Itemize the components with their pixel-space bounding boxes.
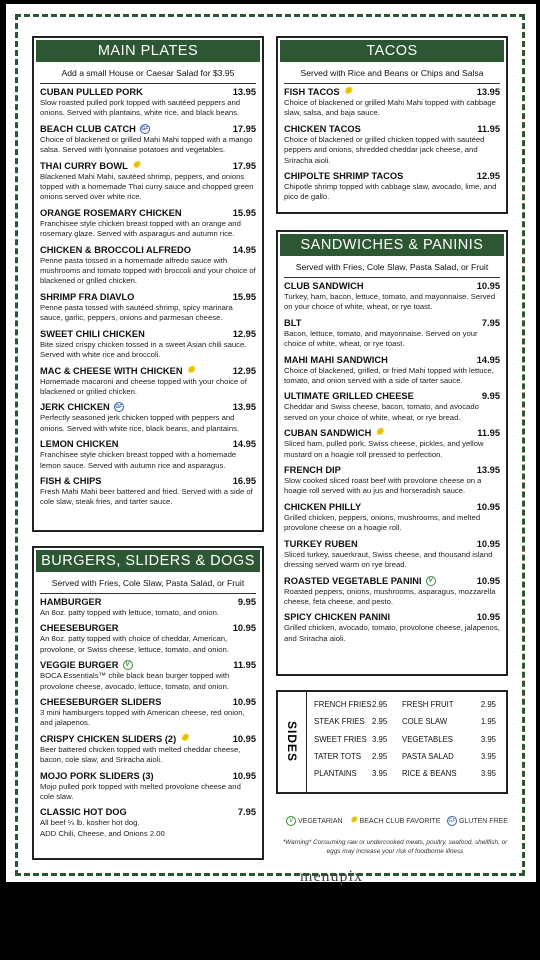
menu-item-name-text: MAC & CHEESE WITH CHICKEN [40,365,183,376]
sandwiches-section [276,230,508,676]
burgers-section [32,546,264,860]
menu-item-price: 14.95 [476,354,500,365]
menu-item-name [40,329,145,339]
menu-item-header [40,734,256,744]
menu-item-name-text: CHIPOLTE SHRIMP TACOS [284,171,404,182]
menu-item-description: Slow roasted pulled pork topped with sautéed peppers and onions. Served with plantains, white rice, and black beans. [40,98,241,118]
menu-item [40,439,256,471]
side-name: SWEET FRIES [314,734,367,744]
menu-item-header [284,612,500,622]
menu-item-name [40,87,143,97]
menu-item-price: 9.95 [481,391,500,402]
menu-item-header [284,391,500,401]
menu-item-name-text: CLASSIC HOT DOG [40,807,127,818]
section-subtitle: Served with Fries, Cole Slaw, Pasta Salad, or Fruit [284,258,500,278]
menu-item-name [284,612,390,622]
menu-item-name [284,428,384,438]
sides-title: SIDES [285,721,299,763]
menu-item-name-text: FISH & CHIPS [40,475,102,486]
menu-item-description: Beer battered chicken topped with melted cheddar cheese, bacon, cole slaw, and Sriracha aioli. [40,744,241,765]
menu-item-price: 12.95 [232,365,256,376]
menu-item-description: Sliced turkey, sauerkraut, Swiss cheese, and thousand island dressing served warm on rye bread. [284,549,493,570]
menu-item-name-text: TURKEY RUBEN [284,538,358,549]
menu-item-header [40,124,256,134]
menu-item-price: 14.95 [232,439,256,450]
menu-item-list [278,84,506,203]
menu-item-name [284,355,388,365]
menu-item-name [40,208,182,218]
menu-item-header [40,476,256,486]
menu-item-price: 7.95 [481,317,500,328]
sun-icon: ✹ [343,86,352,97]
menu-item-description: Homemade macaroni and cheese topped with your choice of blackened or grilled chicken. [40,376,247,396]
menu-item-description: Turkey, ham, bacon, lettuce, tomato, and mayonnaise. Served on your choice of white, wheat, or rye toast. [284,292,496,312]
menu-item-name [40,402,124,412]
menu-item-header [284,539,500,549]
sides-section [276,690,508,794]
menu-item-name [40,771,154,781]
menu-item-list [278,278,506,644]
menu-item [40,623,256,655]
side-row [314,696,500,713]
menu-item-header [40,292,256,302]
menu-item-header [284,87,500,97]
menu-item-description: Bacon, lettuce, tomato, and mayonnaise. Served on your choice of white, wheat, or rye toast. [284,328,478,349]
menu-item-header [40,208,256,218]
menu-item-price: 10.95 [232,697,256,708]
menu-item-price: 12.95 [232,328,256,339]
side-name: FRENCH FRIES [314,700,372,710]
menu-item-header [40,366,256,376]
menu-item-name-text: MOJO PORK SLIDERS (3) [40,770,154,781]
watermark: menupix [300,868,363,885]
menu-item-description: Chipotle shrimp topped with cabbage slaw, avocado, lime, and pico de gallo. [284,182,497,202]
menu-item-price: 10.95 [232,733,256,744]
menu-item-name-text: BEACH CLUB CATCH [40,123,136,134]
menu-item-name-text: CHICKEN TACOS [284,123,361,134]
legend-gluten-free [443,816,508,826]
menu-item [40,807,256,839]
menu-item-price: 10.95 [232,623,256,634]
menu-item [284,124,500,166]
menu-item-header [40,623,256,633]
menu-item [284,465,500,497]
menu-item [284,87,500,119]
side-price: 3.95 [480,769,496,779]
menu-item-price: 11.95 [233,660,256,671]
menu-item-description: Choice of blackened or grilled chicken topped with sautéed peppers and onions, shredded cheddar jack cheese, and Sriracha aioli. [284,134,485,165]
side-name: STEAK FRIES [314,717,365,727]
menu-item-header [284,355,500,365]
menu-item-description: Roasted peppers, onions, mushrooms, asparagus, mozzarella cheese, feta cheese, and pesto. [284,586,496,606]
menu-item [40,124,256,156]
menu-item-name [284,171,403,181]
sun-icon: ✹ [349,815,358,826]
legend-vegetarian-label: VEGETARIAN [298,817,343,825]
side-price: 2.95 [372,700,388,710]
menu-item-name-text: VEGGIE BURGER [40,660,119,671]
menu-item [40,87,256,119]
vegetarian-icon: V [426,576,436,586]
menu-item-name-text: SHRIMP FRA DIAVLO [40,291,135,302]
menu-item-price: 15.95 [232,291,256,302]
menu-item [284,576,500,608]
legend-favorite [345,816,440,826]
menu-item-price: 11.95 [477,428,500,439]
tacos-section [276,36,508,214]
section-subtitle: Served with Rice and Beans or Chips and Salsa [284,64,500,84]
menu-item [284,391,500,423]
menu-item-name [284,281,364,291]
menu-item [284,355,500,387]
menu-item-header [40,697,256,707]
menu-item-name-text: CHEESEBURGER [40,623,119,634]
menu-item-price: 12.95 [476,171,500,182]
side-name: FRESH FRUIT [402,700,454,710]
menu-item [40,476,256,508]
section-title: SANDWICHES & PANINIS [280,234,504,256]
menu-item-name-text: ULTIMATE GRILLED CHEESE [284,391,414,402]
menu-item-header [284,502,500,512]
menu-item [284,539,500,571]
section-subtitle: Add a small House or Caesar Salad for $3.95 [40,64,256,84]
menu-item-name [40,807,127,817]
menu-item-header [40,402,256,412]
menu-item-price: 7.95 [237,807,256,818]
menu-item-name-text: HAMBURGER [40,597,102,607]
section-title: BURGERS, SLIDERS & DOGS [36,550,260,572]
menu-item [284,171,500,203]
menu-item-list [34,594,262,839]
menu-item-name [40,734,189,744]
menu-item-name [40,697,161,707]
sides-label [278,692,307,792]
menu-item-description: Choice of blackened, grilled, or fried Mahi topped with lettuce, tomato, and onion served with a side of tarter sauce. [284,365,494,386]
legend [282,816,508,826]
menu-item-description: Slow cooked sliced roast beef with provolone cheese on a hoagie roll served with au jus and horseradish sauce. [284,476,482,496]
menu-item-name [40,439,119,449]
menu-item-name-text: ORANGE ROSEMARY CHICKEN [40,207,182,218]
menu-item-header [40,807,256,817]
menu-item-description: Franchisee style chicken breast topped with an orange and rosemary glaze. Served with asparagus and autumn rice. [40,218,241,239]
menu-item-price: 14.95 [232,244,256,255]
gluten-free-icon: GF [448,818,456,824]
menu-item [40,660,256,692]
side-row [314,765,500,782]
menu-item-price: 10.95 [476,501,500,512]
menu-item-name [40,597,101,607]
menu-item-description: Choice of blackened or grilled Mahi Mahi topped with a mango salsa. Served with lyonnaise potatoes and vegetables. [40,134,253,155]
menu-item-name-text: SPICY CHICKEN PANINI [284,612,391,623]
side-row [314,748,500,765]
menu-item [40,329,256,361]
menu-item [284,281,500,313]
menu-item-price: 13.95 [476,465,500,476]
menu-item-description: Penne pasta tossed with sautéed shrimp, spicy marinara sauce, garlic, peppers, onions and parmesan cheese. [40,302,233,323]
menu-item-description: 3 mini hamburgers topped with American cheese, red onion, and jalapenos. [40,708,245,728]
side-price: 2.95 [372,752,388,762]
menu-item-name-text: CHEESEBURGER SLIDERS [40,697,162,708]
menu-item-description: Mojo pulled pork topped with melted provolone cheese and cole slaw. [40,781,241,802]
menu-item [40,402,256,434]
menu-item-header [40,245,256,255]
side-name: PASTA SALAD [402,752,454,762]
side-price: 3.95 [480,734,496,744]
menu-item-price: 16.95 [232,475,256,486]
menu-item-name [40,161,140,171]
sun-icon: ✹ [131,159,141,171]
menu-item-header [40,771,256,781]
side-row [314,713,500,730]
side-name: VEGETABLES [402,734,453,744]
menu-item [40,161,256,203]
menu-item-name-text: CRISPY CHICKEN SLIDERS (2) [40,733,177,744]
menu-item-name-text: SWEET CHILI CHICKEN [40,328,145,339]
side-name: PLANTAINS [314,769,357,779]
menu-item-header [284,318,500,328]
menu-item-description: BOCA Essentials™ chile black bean burger topped with provolone cheese, avocado, lettuce, tomato, and onion. [40,671,230,691]
sides-grid [314,696,500,782]
menu-item-price: 10.95 [476,538,500,549]
menu-item [40,366,256,398]
menu-item-name [284,124,361,134]
menu-item [40,245,256,287]
sun-icon: ✹ [375,427,384,439]
menu-item-header [40,87,256,97]
vegetarian-icon: V [123,660,133,670]
menu-item-name [284,318,301,328]
menu-item-name [40,476,101,486]
menu-item-name [40,366,195,376]
menu-item-price: 9.95 [237,597,256,607]
menu-item-header [284,576,500,586]
menu-item-header [40,161,256,171]
menu-item [284,318,500,350]
menu-item-name-text: FISH TACOS [284,87,340,97]
side-name: TATER TOTS [314,752,362,762]
menu-item-name-text: BLT [284,317,302,328]
menu-item-price: 13.95 [476,87,500,97]
side-price: 2.95 [372,717,388,727]
gluten-free-icon: GF [141,125,149,132]
menu-item-name [284,502,361,512]
menu-item-header [284,281,500,291]
section-title: MAIN PLATES [36,40,260,62]
menu-item-name-text: JERK CHICKEN [40,402,110,413]
section-subtitle: Served with Fries, Cole Slaw, Pasta Salad, or Fruit [40,574,256,594]
menu-item-price: 17.95 [232,160,256,171]
menu-item-header [284,465,500,475]
menu-item-name-text: LEMON CHICKEN [40,439,119,450]
gluten-free-icon: GF [115,404,123,411]
menu-item [40,292,256,324]
menu-item-name-text: CHICKEN PHILLY [284,501,362,512]
menu-item [40,697,256,729]
menu-item-name [284,87,352,97]
menu-item-name [284,465,341,475]
legend-vegetarian [282,816,343,826]
sun-icon: ✹ [180,732,189,744]
menu-item-description: Franchisee style chicken breast topped with a homemade lemon sauce. Served with autumn rice and asparagus. [40,450,237,470]
vegetarian-icon: V [286,816,296,826]
menu-item-name [40,124,150,134]
side-price: 3.95 [372,734,388,744]
side-row [314,731,500,748]
menu-item-description: Sliced ham, pulled pork, Swiss cheese, pickles, and yellow mustard on a hoagie roll pressed to perfection. [284,439,484,459]
menu-item [284,612,500,644]
menu-item-name [40,245,191,255]
menu-item [40,734,256,766]
menu-item-description: Bite sized crispy chicken tossed in a sweet Asian chili sauce. Served with white rice and broccoli. [40,339,247,360]
menu-item-price: 10.95 [476,575,500,586]
menu-item-name [40,660,133,670]
menu-item-name-text: CUBAN PULLED PORK [40,87,143,97]
menu-item-name [40,292,134,302]
menu-item-header [284,171,500,181]
side-price: 3.95 [480,752,496,762]
menu-item-price: 10.95 [476,281,500,291]
menu-item-description: All beef ¼ lb. kosher hot dog. ADD Chili, Cheese, and Onions 2.00 [40,818,165,838]
menu-item-header [40,660,256,670]
menu-item-price: 10.95 [476,612,500,623]
legend-favorite-label: BEACH CLUB FAVORITE [359,817,441,825]
section-title: TACOS [280,40,504,62]
side-name: RICE & BEANS [402,769,457,779]
menu-item-price: 11.95 [477,123,500,134]
menu-item-description: Cheddar and Swiss cheese, bacon, tomato, and avocado served on your choice of white, wheat, or rye bread. [284,402,479,422]
side-name: COLE SLAW [402,717,448,727]
side-price: 3.95 [372,769,388,779]
menu-item-description: An 8oz. patty topped with choice of cheddar, American, provolone, or Swiss cheese, lettuce, tomato, and onion. [40,634,229,654]
menu-item-name-text: FRENCH DIP [284,465,341,476]
legend-gluten-free-label: GLUTEN FREE [458,817,508,825]
menu-item [284,428,500,460]
menu-item-list [34,84,262,508]
main-plates-section [32,36,264,532]
menu-item-description: Perfectly seasoned jerk chicken topped with peppers and onions. Served with white rice, black beans, and plantains. [40,413,240,433]
menu-item-description: Grilled chicken, avocado, tomato, provolone cheese, jalapenos, and Sriracha aioli. [284,623,500,643]
menu-item-description: Choice of blackened or grilled Mahi Mahi topped with cabbage slaw, salsa, and baja sauce. [284,98,496,118]
menu-item-header [40,597,256,607]
sun-icon: ✹ [186,364,195,376]
menu-item [40,208,256,240]
side-price: 2.95 [480,700,496,710]
menu-item-name-text: THAI CURRY BOWL [40,160,128,171]
side-price: 1.95 [480,717,496,727]
menu-item-header [40,439,256,449]
menu-item-name-text: MAHI MAHI SANDWICH [284,354,388,365]
menu-item [40,597,256,618]
menu-item-price: 13.95 [232,87,256,97]
menu-item-name [40,623,119,633]
menu-item-header [284,428,500,438]
menu-item-description: Blackened Mahi Mahi, sautéed shrimp, peppers, and onions topped with a homemade Thai curry sauce and chopped green onions served over white rice. [40,171,254,202]
menu-item-description: Grilled chicken, peppers, onions, mushrooms, and melted provolone cheese on a hoagie roll. [284,512,481,533]
menu-item-header [284,124,500,134]
menu-item-name [284,576,436,586]
menu-item-name-text: ROASTED VEGETABLE PANINI [284,575,422,586]
menu-item-name [284,539,358,549]
menu-item [40,771,256,803]
menu-item-price: 17.95 [232,123,256,134]
menu-item-name-text: CUBAN SANDWICH [284,428,372,439]
food-warning: *Warning* Consuming raw or undercooked meats, poultry, seafood, shellfish, or eggs may increase your risk of foodborne illness [282,839,508,855]
menu-item-header [40,329,256,339]
menu-item-description: Penne pasta tossed in a homemade alfredo sauce with mushrooms and tomato topped with broccoli and your choice of blackened or grilled chicken. [40,255,256,286]
menu-item-price: 15.95 [232,207,256,218]
menu-item-price: 13.95 [232,402,256,413]
menu-item-name-text: CHICKEN & BROCCOLI ALFREDO [40,244,191,255]
menu-item-price: 10.95 [232,770,256,781]
menu-item [284,502,500,534]
menu-item-description: An 8oz. patty topped with lettuce, tomato, and onion. [40,608,220,617]
menu-item-description: Fresh Mahi Mahi beer battered and fried. Served with a side of cole slaw, steak fries, and tarter sauce. [40,486,253,507]
menu-item-name [284,391,414,401]
menu-item-name-text: CLUB SANDWICH [284,281,364,291]
